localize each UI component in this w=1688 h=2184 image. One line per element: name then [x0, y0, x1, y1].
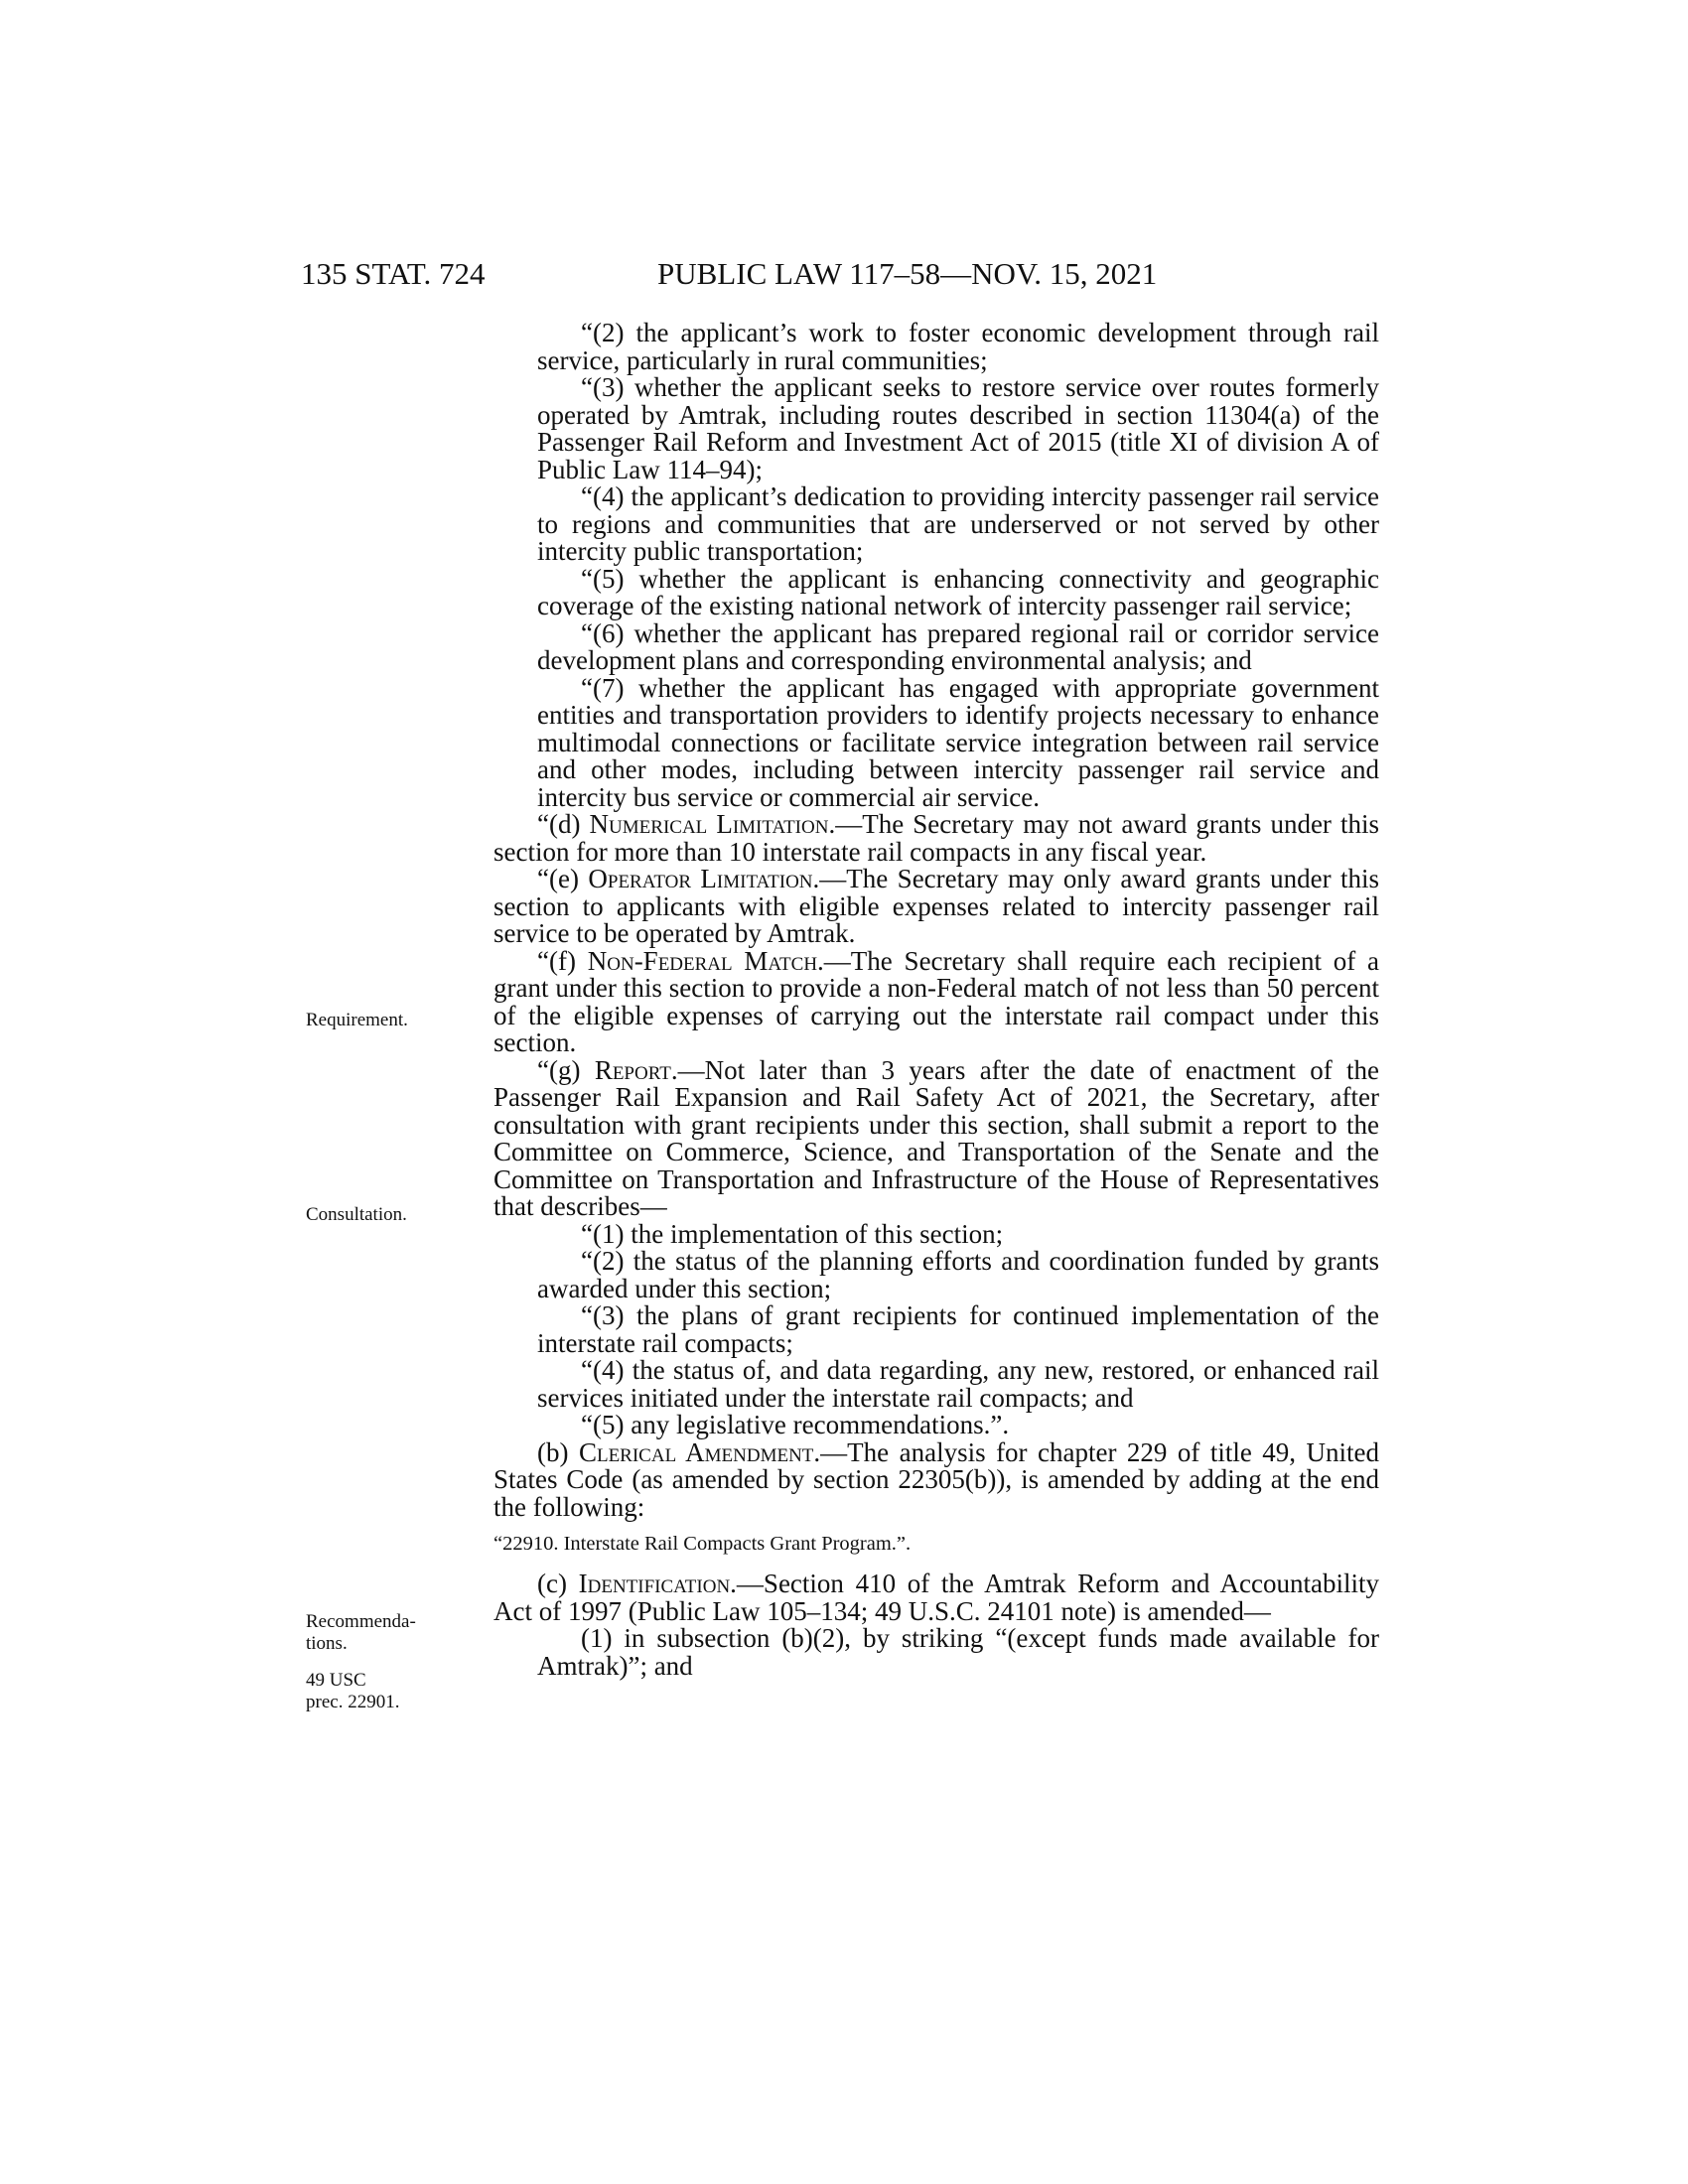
paragraph-c6: “(6) whether the applicant has prepared regional rail or corridor service development plans and corresponding environmental analysis; and: [537, 617, 1379, 675]
section-heading: Identification: [578, 1569, 731, 1598]
subsection-heading: Report: [594, 1054, 671, 1085]
page-citation: 135 STAT. 724: [301, 256, 486, 291]
section-text: .—Section 410 of the Amtrak Reform and Accountability Act of 1997 (Public Law 105–134; 49 U.S.C. 24101 note) is amended—: [493, 1569, 1379, 1626]
section-b: [493, 1436, 1380, 1522]
margin-note-line: 49 USC: [306, 1670, 366, 1691]
margin-note-line: tions.: [306, 1633, 348, 1654]
section-label: (c): [537, 1569, 579, 1598]
subsection-label: “(e): [537, 864, 589, 893]
paragraph-c2: “(2) the applicant’s work to foster economic development through rail service, particularly in rural communities;: [537, 318, 1379, 375]
paragraph-g2: “(2) the status of the planning efforts and coordination funded by grants awarded under this section;: [537, 1246, 1379, 1303]
section-text: .—The analysis for chapter 229 of title 49, United States Code (as amended by section 22305(b)), is amended by adding at the end the following:: [493, 1436, 1380, 1522]
subsection-e: [493, 866, 1379, 948]
subsection-d: [493, 811, 1379, 866]
margin-note-usc: [306, 1670, 399, 1713]
paragraph-c5: “(5) whether the applicant is enhancing connectivity and geographic coverage of the existing national network of intercity passenger rail service;: [537, 563, 1379, 620]
subsection-label: “(f): [537, 945, 588, 976]
section-c: [493, 1570, 1379, 1625]
subsection-text: .—Not later than 3 years after the date of enactment of the Passenger Rail Expansion and Rail Safety Act of 2021, the Secretary, after consultation with grant recipients under this section, shall submit a report to the Committee on Commerce, Science, and Transportation of the Senate and the Committee on Transportation and Infrastructure of the House of Representatives that describes—: [493, 1054, 1380, 1221]
paragraph-g5: “(5) any legislative recommendations.”.: [581, 1410, 1010, 1439]
subsection-text: .—The Secretary may only award grants under this section to applicants with eligible expenses related to intercity passenger rail service to be operated by Amtrak.: [493, 864, 1380, 948]
subsection-heading: Operator Limitation: [588, 864, 813, 893]
subsection-heading: Non-Federal Match: [587, 945, 818, 976]
subsection-label: “(d): [537, 809, 590, 839]
margin-note-consultation: Consultation.: [306, 1204, 407, 1225]
section-label: (b): [537, 1436, 579, 1467]
subsection-f: [493, 945, 1379, 1057]
subsection-heading: Numerical Limitation: [589, 809, 829, 839]
margin-note-line: Recommenda-: [306, 1611, 416, 1632]
margin-note-requirement: Requirement.: [306, 1010, 408, 1030]
document-body: [493, 320, 1379, 1680]
paragraph-g1: “(1) the implementation of this section;: [581, 1218, 1004, 1249]
subsection-text: .—The Secretary may not award grants under this section for more than 10 interstate rail compacts in any fiscal year.: [493, 809, 1380, 867]
subsection-label: “(g): [537, 1054, 595, 1085]
section-heading: Clerical Amendment: [578, 1436, 814, 1467]
paragraph-c4: “(4) the applicant’s dedication to providing intercity passenger rail service to regions and communities that are underserved or not served by other intercity public transportation;: [537, 481, 1379, 566]
paragraph-g3: “(3) the plans of grant recipients for continued implementation of the interstate rail compacts;: [537, 1300, 1379, 1358]
subsection-text: .—The Secretary shall require each recipient of a grant under this section to provide a non-Federal match of not less than 50 percent of the eligible expenses of carrying out the interstate rail compact under this section.: [493, 945, 1379, 1057]
margin-note-line: prec. 22901.: [306, 1692, 400, 1712]
paragraph-c3: “(3) whether the applicant seeks to restore service over routes formerly operated by Amtrak, including routes described in section 11304(a) of the Passenger Rail Reform and Investment Act of 2015 (title XI of division A of Public Law 114–94);: [537, 372, 1379, 484]
paragraph-g4: “(4) the status of, and data regarding, any new, restored, or enhanced rail services initiated under the interstate rail compacts; and: [537, 1355, 1379, 1413]
table-of-contents-entry: “22910. Interstate Rail Compacts Grant Program.”.: [493, 1533, 912, 1555]
paragraph-c-1: (1) in subsection (b)(2), by striking “(except funds made available for Amtrak)”; and: [537, 1623, 1379, 1681]
running-title: PUBLIC LAW 117–58—NOV. 15, 2021: [657, 256, 1158, 291]
margin-note-recommendations: [306, 1611, 416, 1655]
subsection-g: [493, 1054, 1380, 1221]
paragraph-c7: “(7) whether the applicant has engaged with appropriate government entities and transportation providers to identify projects necessary to enhance multimodal connections or facilitate service integration between rail service and other modes, including between intercity passenger rail service and intercity bus service or commercial air service.: [537, 672, 1379, 812]
